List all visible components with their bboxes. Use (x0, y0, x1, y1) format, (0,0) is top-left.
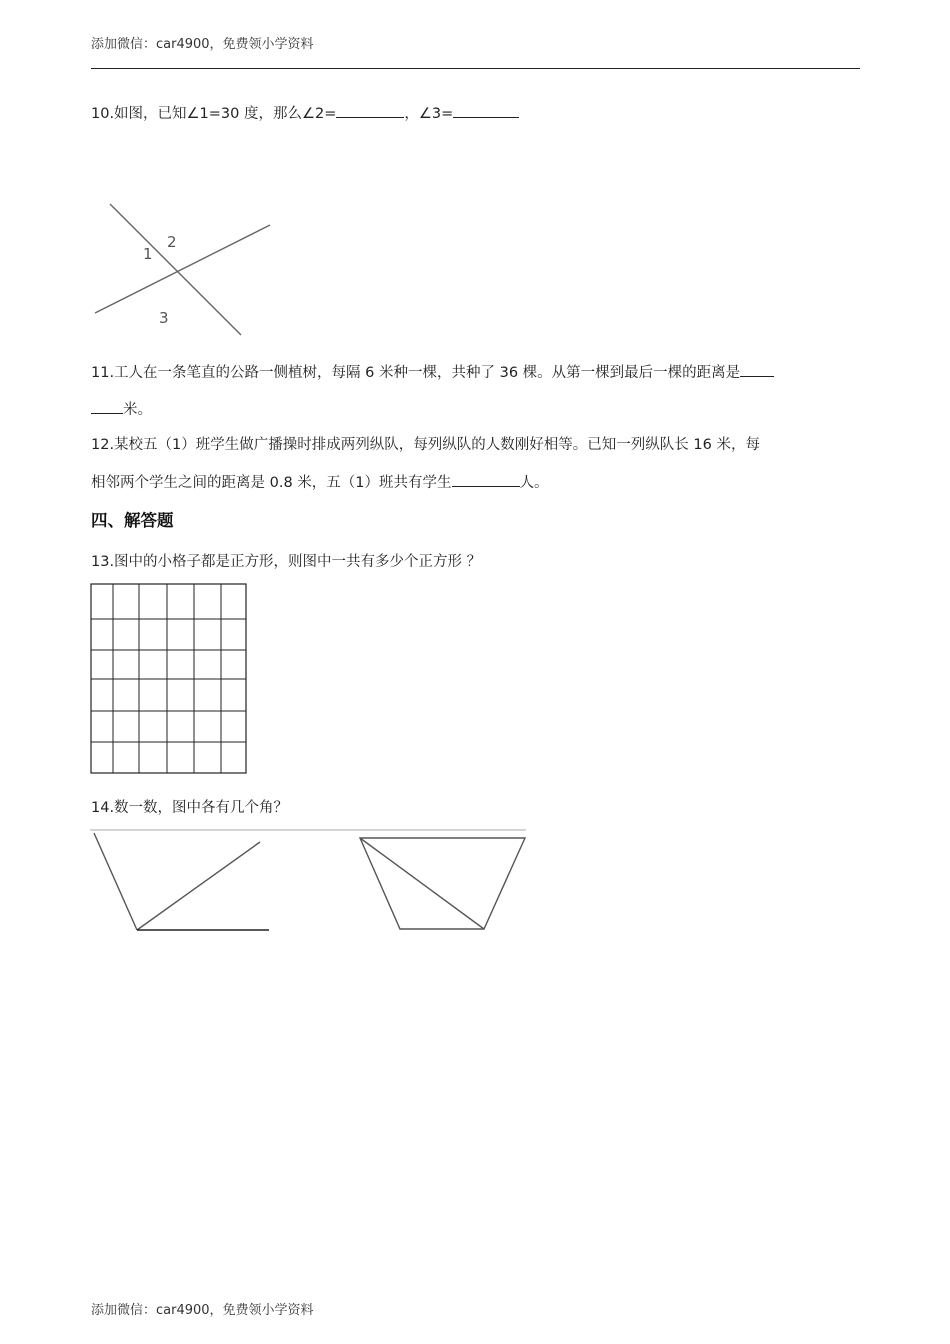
question-12-line-2 (91, 472, 549, 493)
question-13-grid-figure (90, 583, 250, 775)
header-divider (91, 68, 860, 69)
question-14-figures (88, 827, 538, 937)
header-watermark-text: 添加微信：car4900，免费领小学资料 (91, 37, 314, 52)
question-11-blank-end[interactable] (91, 399, 123, 414)
figure-line-shallow (95, 225, 270, 313)
figure-line-steep (110, 204, 241, 335)
fig2-trapezoid (360, 838, 525, 929)
question-13 (91, 552, 481, 572)
question-10 (91, 103, 519, 124)
footer-watermark-text: 添加微信：car4900，免费领小学资料 (91, 1303, 314, 1318)
question-10-figure (90, 195, 290, 345)
question-11-blank-start[interactable] (740, 362, 774, 377)
question-11-text: 11.工人在一条笔直的公路一侧植树，每隔 6 米种一棵，共种了 36 棵。从第一棵到最后一棵的距离是 (91, 365, 741, 381)
question-14 (91, 798, 288, 818)
question-10-blank-2[interactable] (453, 103, 519, 118)
angle-label-1: 1 (143, 245, 153, 263)
question-10-middle: ，∠3= (404, 106, 454, 122)
fig1-left-ray (94, 833, 137, 930)
question-12-text: 12.某校五（1）班学生做广播操时排成两列纵队，每列纵队的人数刚好相等。已知一列纵队长 16 米，每 (91, 437, 760, 453)
question-11-suffix: 米。 (123, 402, 152, 418)
question-10-prefix: 10.如图，已知∠1=30 度，那么∠2= (91, 106, 337, 122)
question-10-blank-1[interactable] (336, 103, 404, 118)
question-12-line-1 (91, 435, 760, 455)
fig1-diagonal-ray (137, 842, 260, 930)
question-12-suffix: 人。 (519, 475, 549, 491)
question-14-text: 14.数一数，图中各有几个角？ (91, 800, 289, 816)
question-12-blank[interactable] (452, 472, 520, 487)
question-12-prefix: 相邻两个学生之间的距离是 0.8 米，五（1）班共有学生 (91, 475, 452, 491)
question-11-line-2 (91, 399, 152, 420)
angle-label-3: 3 (159, 309, 169, 327)
question-11-line-1 (91, 362, 774, 383)
angle-label-2: 2 (167, 233, 177, 251)
section-title-answer-questions: 四、解答题 (91, 511, 174, 530)
question-13-text: 13.图中的小格子都是正方形，则图中一共有多少个正方形 ？ (91, 554, 482, 570)
fig2-diagonal (360, 838, 484, 929)
